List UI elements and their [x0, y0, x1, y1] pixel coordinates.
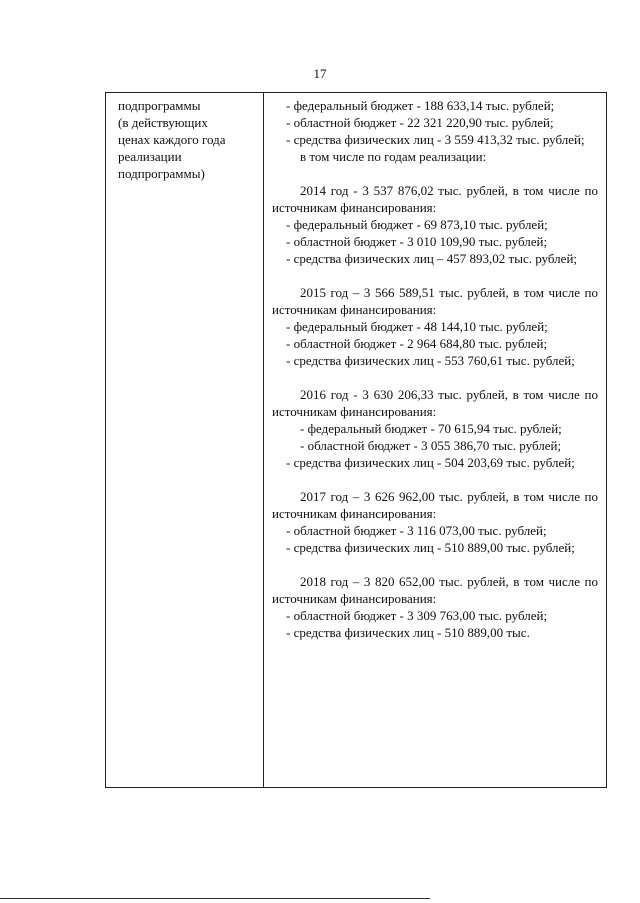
funding-paragraph: - областной бюджет - 3 116 073,00 тыс. рублей; [286, 523, 547, 538]
table-right-cell [264, 93, 606, 787]
paragraph-gap [272, 556, 598, 573]
table-left-cell [106, 93, 264, 787]
funding-paragraph: 2014 год - 3 537 876,02 тыс. рублей, в том числе по источникам финансирования: [272, 183, 598, 215]
left-cell-line: (в действующих [118, 115, 208, 130]
funding-paragraph: - средства физических лиц - 3 559 413,32 тыс. рублей; [286, 132, 585, 147]
funding-paragraph: 2016 год - 3 630 206,33 тыс. рублей, в том числе по источникам финансирования: [272, 387, 598, 419]
left-cell-line: реализации [118, 149, 182, 164]
paragraph-gap [272, 165, 598, 182]
paragraph-gap [272, 369, 598, 386]
funding-paragraph: - средства физических лиц - 510 889,00 тыс. [286, 625, 530, 640]
funding-paragraph: - федеральный бюджет - 188 633,14 тыс. рублей; [286, 98, 555, 113]
paragraph-gap [272, 471, 598, 488]
funding-paragraph: 2017 год – 3 626 962,00 тыс. рублей, в том числе по источникам финансирования: [272, 489, 598, 521]
funding-paragraph: - областной бюджет - 2 964 684,80 тыс. рублей; [286, 336, 548, 351]
funding-paragraph: - федеральный бюджет - 69 873,10 тыс. рублей; [286, 217, 548, 232]
left-cell-line: подпрограммы) [118, 166, 205, 181]
paragraph-gap [272, 267, 598, 284]
funding-paragraph: 2015 год – 3 566 589,51 тыс. рублей, в том числе по источникам финансирования: [272, 285, 598, 317]
footer-rule [0, 898, 430, 899]
funding-paragraph: - средства физических лиц - 504 203,69 тыс. рублей; [286, 455, 575, 470]
funding-paragraph: в том числе по годам реализации: [300, 149, 487, 164]
funding-paragraph: - средства физических лиц – 457 893,02 тыс. рублей; [286, 251, 578, 266]
funding-paragraph: - федеральный бюджет - 48 144,10 тыс. рублей; [286, 319, 548, 334]
left-cell-line: ценах каждого года [118, 132, 226, 147]
funding-paragraph: - областной бюджет - 3 055 386,70 тыс. рублей; [300, 438, 562, 453]
funding-paragraph: - областной бюджет - 22 321 220,90 тыс. рублей; [286, 115, 554, 130]
funding-paragraph: - средства физических лиц - 510 889,00 тыс. рублей; [286, 540, 575, 555]
left-cell-line: подпрограммы [118, 98, 201, 113]
funding-paragraph: - областной бюджет - 3 010 109,90 тыс. рублей; [286, 234, 548, 249]
funding-paragraph: - областной бюджет - 3 309 763,00 тыс. рублей; [286, 608, 548, 623]
funding-paragraph: - федеральный бюджет - 70 615,94 тыс. рублей; [300, 421, 562, 436]
funding-paragraph: 2018 год – 3 820 652,00 тыс. рублей, в том числе по источникам финансирования: [272, 574, 598, 606]
funding-paragraph: - средства физических лиц - 553 760,61 тыс. рублей; [286, 353, 575, 368]
page-number: 17 [313, 66, 327, 81]
funding-table [105, 92, 607, 788]
